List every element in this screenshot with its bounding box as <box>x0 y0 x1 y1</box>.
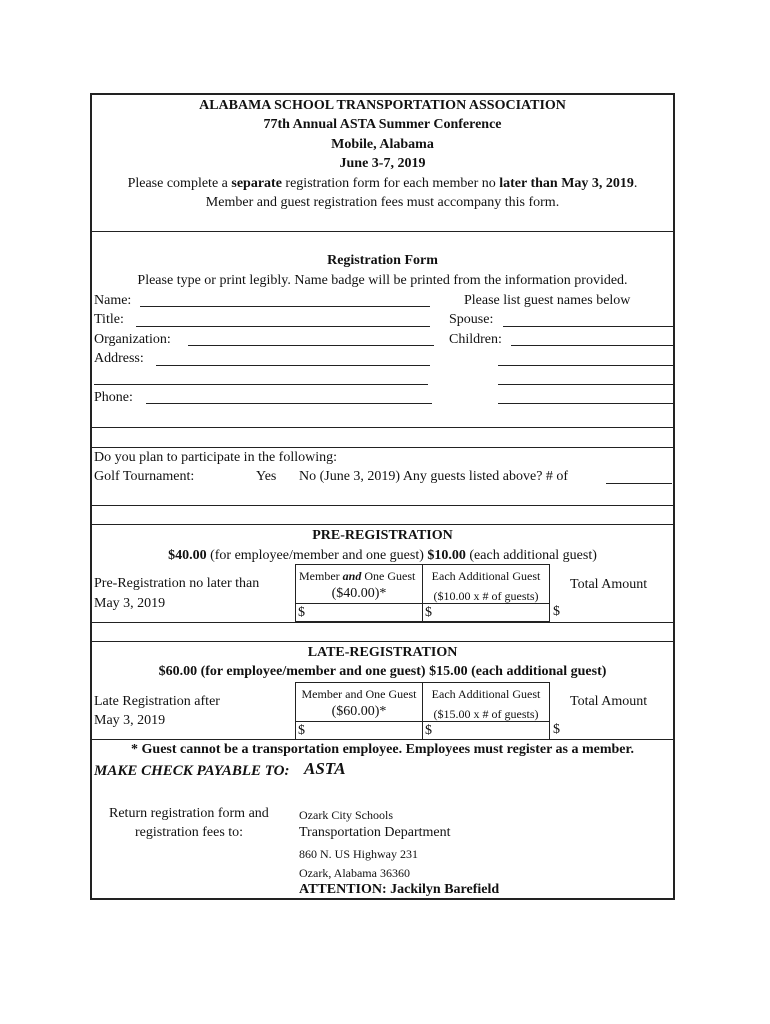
late-registration-date: May 3, 2019 <box>94 713 166 728</box>
late-registration-title: LATE-REGISTRATION <box>307 645 458 660</box>
late-total-amount-field[interactable]: $ <box>553 722 560 737</box>
dollar-sign: $ <box>298 723 305 738</box>
golf-no-option[interactable]: No (June 3, 2019) Any guests listed above? # of <box>299 469 569 484</box>
guest-eligibility-note: * Guest cannot be a transportation employee. Employees must register as a member. <box>131 742 634 757</box>
member-fee-cell <box>295 564 423 604</box>
guest-name-field[interactable] <box>498 384 673 385</box>
name-label: Name: <box>94 293 132 308</box>
title-label: Title: <box>94 312 124 327</box>
address-label: Address: <box>94 351 144 366</box>
return-address-dept: Transportation Department <box>299 825 451 840</box>
divider <box>92 231 673 232</box>
late-member-fee-amount: ($60.00)* <box>331 704 387 719</box>
registration-form <box>90 93 675 900</box>
organization-label: Organization: <box>94 332 171 347</box>
registration-instructions: Please type or print legibly. Name badge will be printed from the information provided. <box>137 273 628 288</box>
golf-tournament-label: Golf Tournament: <box>94 469 195 484</box>
preregistration-deadline: May 3, 2019 <box>94 596 166 611</box>
spouse-field[interactable] <box>503 326 675 327</box>
divider <box>92 524 673 525</box>
conference-location: Mobile, Alabama <box>331 137 434 152</box>
registration-title: Registration Form <box>327 253 438 268</box>
guest-fee-cell <box>422 564 550 604</box>
guest-fee-header: Each Additional Guest <box>431 569 541 583</box>
spouse-label: Spouse: <box>449 312 494 327</box>
divider <box>92 447 673 448</box>
return-address-org: Ozark City Schools <box>299 808 393 822</box>
member-fee-header: Member and One Guest <box>299 569 416 583</box>
fee-instruction: Member and guest registration fees must accompany this form. <box>205 195 560 210</box>
conference-dates: June 3-7, 2019 <box>339 156 426 171</box>
preregistration-title: PRE-REGISTRATION <box>312 528 453 543</box>
return-instruction-line2: registration fees to: <box>135 825 244 840</box>
dollar-sign: $ <box>425 605 432 620</box>
preregistration-label: Pre-Registration no later than <box>94 576 260 591</box>
conference-title: 77th Annual ASTA Summer Conference <box>263 117 502 132</box>
divider <box>92 427 673 428</box>
return-instruction: Return registration form and <box>109 806 269 821</box>
address-field[interactable] <box>156 365 430 366</box>
children-field[interactable] <box>511 345 675 346</box>
total-amount-field[interactable]: $ <box>553 604 560 619</box>
address-field-2[interactable] <box>94 384 428 385</box>
dollar-sign: $ <box>298 605 305 620</box>
title-field[interactable] <box>136 326 430 327</box>
deadline-instruction: Please complete a separate registration form for each member no later than May 3, 2019. <box>127 176 638 191</box>
late-member-fee-cell <box>295 682 423 722</box>
phone-field[interactable] <box>146 403 432 404</box>
late-registration-label: Late Registration after <box>94 694 220 709</box>
return-address-city: Ozark, Alabama 36360 <box>299 866 410 880</box>
golf-yes-option[interactable]: Yes <box>256 469 277 484</box>
total-amount-header: Total Amount <box>570 577 648 592</box>
member-fee-amount: ($40.00)* <box>331 586 387 601</box>
return-address-street: 860 N. US Highway 231 <box>299 847 418 861</box>
organization-field[interactable] <box>188 345 434 346</box>
late-guest-fee-cell <box>422 682 550 722</box>
preregistration-pricing: $40.00 (for employee/member and one guest) $10.00 (each additional guest) <box>168 548 597 563</box>
payable-to: ASTA <box>304 759 346 778</box>
divider <box>92 505 673 506</box>
association-name: ALABAMA SCHOOL TRANSPORTATION ASSOCIATION <box>199 98 566 113</box>
attention-line: ATTENTION: Jackilyn Barefield <box>299 882 500 897</box>
late-member-fee-header: Member and One Guest <box>301 687 417 701</box>
phone-label: Phone: <box>94 390 133 405</box>
divider <box>92 622 673 623</box>
late-guest-fee-total-field[interactable] <box>422 721 550 740</box>
payable-label: MAKE CHECK PAYABLE TO: <box>94 763 290 779</box>
guest-fee-formula: ($10.00 x # of guests) <box>433 589 539 603</box>
name-field[interactable] <box>140 306 430 307</box>
divider <box>92 739 673 740</box>
guest-count-field[interactable] <box>606 483 672 484</box>
dollar-sign: $ <box>425 723 432 738</box>
guest-names-note: Please list guest names below <box>464 293 631 308</box>
late-guest-fee-formula: ($15.00 x # of guests) <box>433 707 539 721</box>
divider <box>92 641 673 642</box>
member-fee-total-field[interactable] <box>295 603 423 622</box>
guest-name-field[interactable] <box>498 403 673 404</box>
guest-fee-total-field[interactable] <box>422 603 550 622</box>
late-total-amount-header: Total Amount <box>570 694 648 709</box>
children-label: Children: <box>449 332 502 347</box>
late-registration-pricing: $60.00 (for employee/member and one guest) $15.00 (each additional guest) <box>158 664 607 679</box>
late-guest-fee-header: Each Additional Guest <box>431 687 541 701</box>
participation-question: Do you plan to participate in the following: <box>94 450 338 465</box>
guest-name-field[interactable] <box>498 365 673 366</box>
late-member-fee-total-field[interactable] <box>295 721 423 740</box>
